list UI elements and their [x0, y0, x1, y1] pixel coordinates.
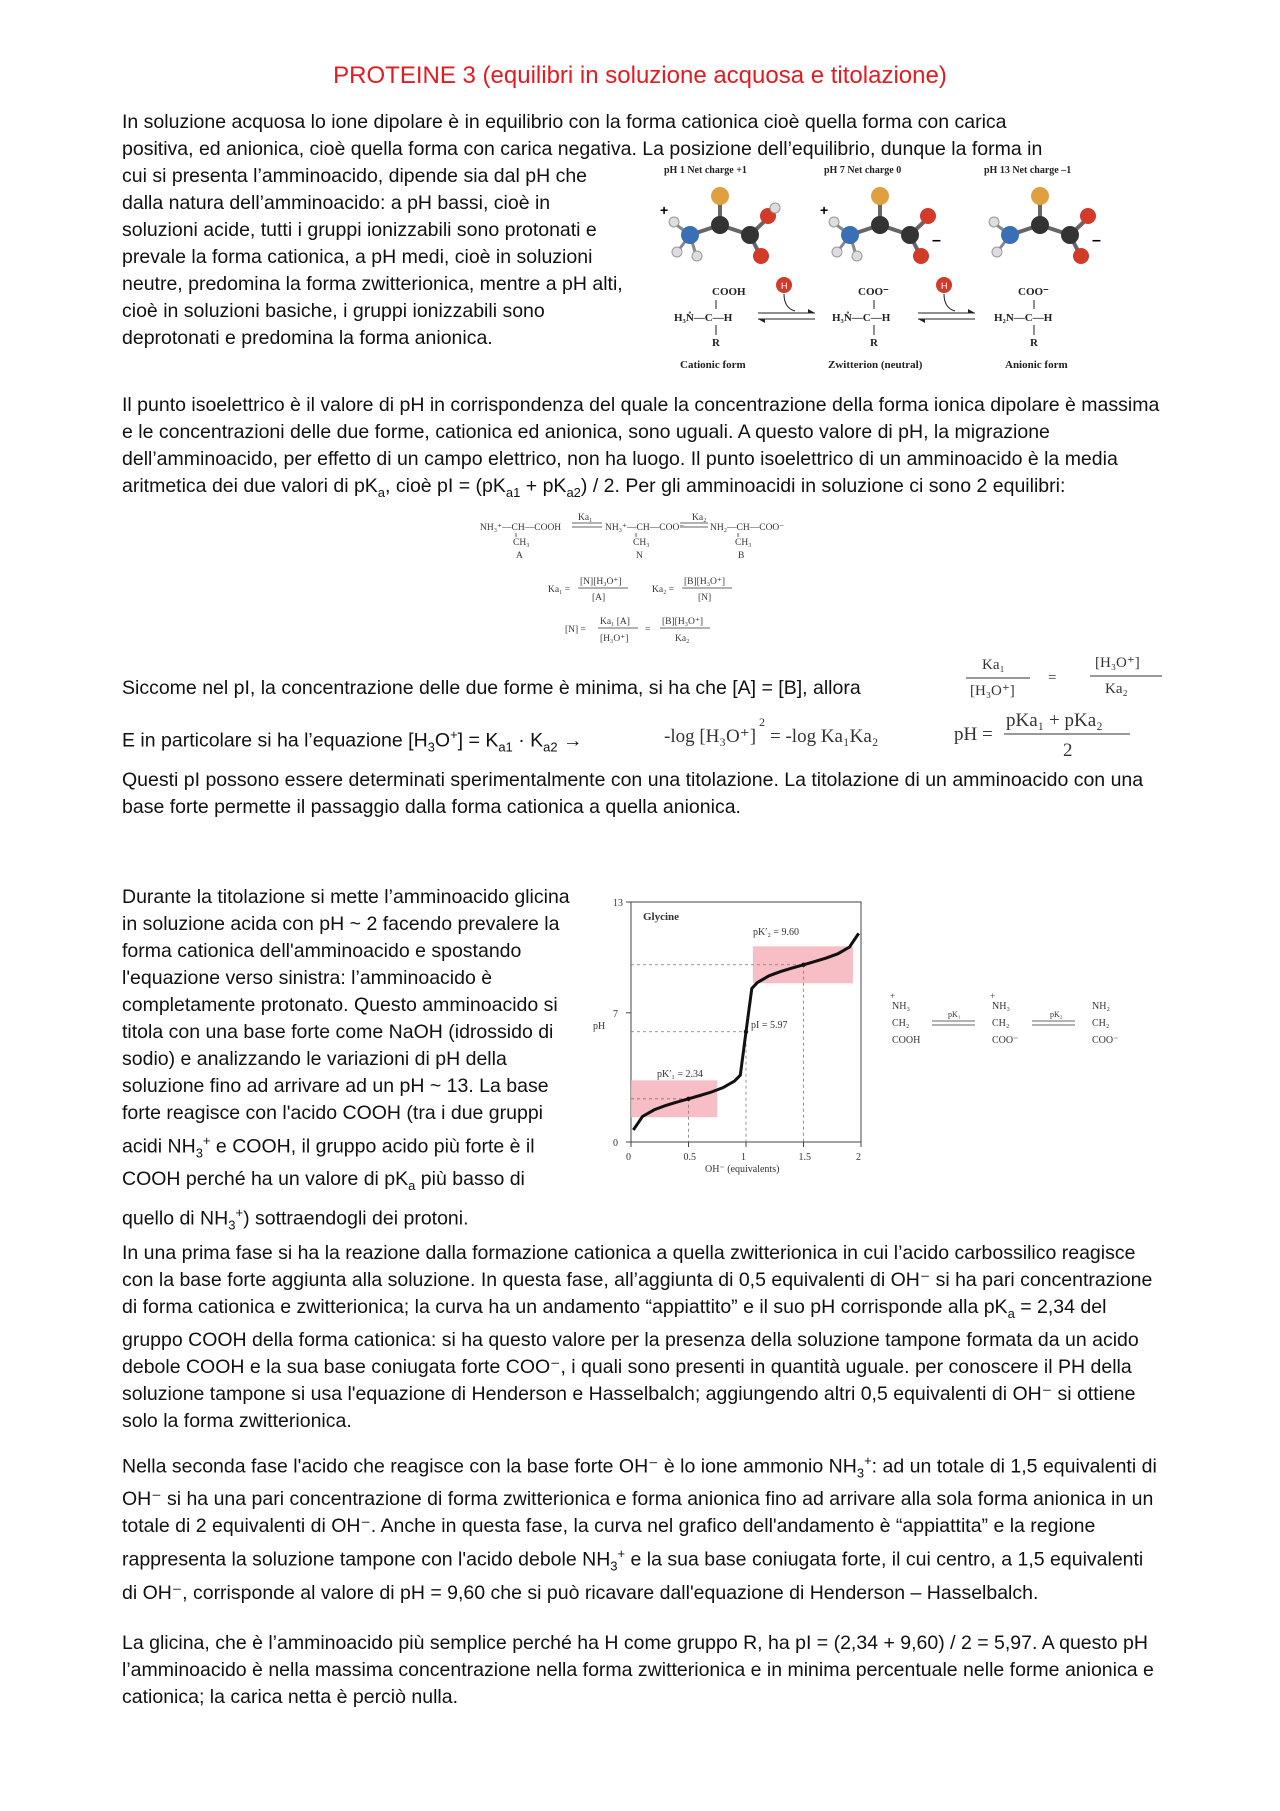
ka-ratio-equation: [940, 650, 1170, 710]
chart-title: Glycine: [643, 911, 680, 923]
svg-text:NH₂: NH₂: [1092, 1001, 1110, 1012]
svg-text:[H₃O⁺]: [H₃O⁺]: [970, 683, 1015, 699]
paragraph-pi-minimum: Siccome nel pI, la concentrazione delle due forme è minima, si ha che [A] = [B], allora: [122, 677, 861, 699]
group-anionic: COO⁻: [1018, 286, 1049, 298]
header-ph13: pH 13 Net charge –1: [984, 165, 1072, 176]
svg-text:COO⁻: COO⁻: [1092, 1035, 1119, 1046]
svg-text:+: +: [660, 202, 669, 218]
chart-xlabel: OH⁻ (equivalents): [705, 1164, 780, 1175]
svg-text:pKa₁ + pKa₂: pKa₁ + pKa₂: [1006, 710, 1103, 731]
x-tick-label: 2: [856, 1152, 861, 1163]
group-zwitterion: COO⁻: [858, 286, 889, 298]
amine-cationic: H₃N̊—C—H: [674, 312, 733, 324]
log-equation: [662, 712, 922, 752]
equilibria-figure: [480, 510, 820, 645]
svg-text:2: 2: [759, 715, 765, 729]
y-tick-label: 13: [613, 898, 623, 909]
svg-text:–: –: [1092, 232, 1101, 249]
svg-text:Ka₁: Ka₁: [982, 657, 1005, 673]
svg-text:N: N: [636, 551, 643, 561]
svg-text:pK₁: pK₁: [948, 1010, 961, 1019]
group-cationic: COOH: [712, 286, 746, 298]
paragraph-isoelectric: Il punto isoelettrico è il valore di pH in corrispondenza del quale la concentrazione della forma ionica dipolare è massima e le concentrazioni delle due forme, cationica ed anionica, sono uguali. A questo valore di pH, la migrazione dell’amminoacido, per effetto di un campo elettrico, non ha luogo. Il punto isoelettrico di un amminoacido è la media aritmetica dei due valori di $pK_a$, cioè pI = $(pK_{a1} + pK_{a2}) / 2$. Per gli amminoacidi in soluzione ci sono 2 equilibri:: [122, 394, 1160, 500]
paragraph-titration-intro: Questi pI possono essere determinati sperimentalmente con una titolazione. La titolazione di un amminoacido con una base forte permette il passaggio dalla forma cationica a quella anionica.: [122, 769, 1144, 818]
svg-text:[N]: [N]: [698, 593, 712, 603]
r-cationic: R: [712, 337, 720, 349]
ka1-eq-lhs: Ka₁ =: [548, 585, 571, 595]
svg-text:CH₃: CH₃: [633, 538, 650, 548]
svg-text:CH₃: CH₃: [735, 538, 752, 548]
svg-text:CH₂: CH₂: [1092, 1018, 1110, 1029]
paragraph-intro-line2: positiva, ed anionica, cioè quella forma con carica negativa. La posizione dell’equilibrio, dunque la forma in: [122, 138, 1043, 160]
paragraph-equation-h3o: E in particolare si ha l’equazione $[H_3O^+] = K_{a1} \cdot K_{a2}$ →: [122, 727, 583, 755]
document-title: PROTEINE 3 (equilibri in soluzione acquosa e titolazione): [333, 62, 947, 89]
r-zwitterion: R: [870, 337, 878, 349]
svg-text:=: =: [645, 625, 651, 635]
x-tick-label: 0.5: [683, 1152, 696, 1163]
svg-text:B: B: [738, 551, 745, 561]
svg-text:Ka₂: Ka₂: [675, 634, 690, 644]
ka2-eq-lhs: Ka₂ =: [652, 585, 675, 595]
svg-text:NH₃: NH₃: [992, 1001, 1010, 1012]
svg-text:[B][H₃O⁺]: [B][H₃O⁺]: [684, 577, 726, 587]
svg-text:[N][H₃O⁺]: [N][H₃O⁺]: [580, 577, 622, 587]
molecule-anionic: [989, 187, 1101, 264]
svg-text:pH =: pH =: [954, 724, 993, 745]
svg-text:Ka₁ [A]: Ka₁ [A]: [600, 617, 630, 627]
molecule-cationic: [660, 187, 780, 264]
x-tick-label: 0: [626, 1152, 631, 1163]
caption-zwitterion: Zwitterion (neutral): [828, 359, 923, 371]
annotation-pk2: pK′₂ = 9.60: [753, 927, 800, 938]
molecule-zwitterion: [820, 187, 941, 264]
svg-text:+: +: [820, 202, 829, 218]
paragraph-glycine-titration: Durante la titolazione si mette l’amminoacido glicina in soluzione acida con pH ~ 2 facendo prevalere la forma cationica dell'amminoacido e spostando l'equazione verso sinistra: l’amminoacido è completamente protonato. Questo amminoacido si titola con una base forte come NaOH (idrossido di sodio) e analizzando le variazioni di pH della soluzione fino ad arrivare ad un pH ~ 13. La base forte reagisce con l'acido COOH (tra i due gruppi acidi $NH_3^+$ e COOH, il gruppo acido più forte è il COOH perché ha un valore di $pK_a$ più basso di quello di $NH_3^+$) sottraendogli dei protoni.: [122, 886, 570, 1233]
species-a: NH₃⁺—CH—COOH: [480, 523, 562, 533]
x-tick-label: 1.5: [798, 1152, 811, 1163]
species-n: NH₃⁺—CH—COO⁻: [605, 523, 685, 533]
paragraph-first-phase: In una prima fase si ha la reazione dalla formazione cationica a quella zwitterionica in cui l’acido carbossilico reagisce con la base forte aggiunta alla soluzione. In questa fase, all’aggiunta di 0,5 equivalenti di OH⁻ si ha pari concentrazione di forma cationica e zwitterionica; la curva ha un andamento “appiattito” e il suo pH corrisponde alla $pK_a = 2,34$ del gruppo COOH della forma cationica: si ha questo valore per la presenza della soluzione tampone formata da un acido debole COOH e la sua base coniugata forte COO⁻, i quali sono presenti in quantità uguale. per conoscere il PH della soluzione tampone si usa l'equazione di Henderson e Hasselbalch; aggiungendo altri 0,5 equivalenti di OH⁻ si ottiene solo la forma zwitterionica.: [122, 1242, 1153, 1432]
chart-ylabel: pH: [593, 1021, 606, 1032]
svg-text:[A]: [A]: [592, 593, 606, 603]
x-tick-label: 1: [741, 1152, 746, 1163]
svg-text:[H₃O⁺]: [H₃O⁺]: [1095, 655, 1140, 671]
n-eq-lhs: [N] =: [565, 625, 586, 635]
svg-text:Ka₂: Ka₂: [1105, 681, 1128, 697]
annotation-pi: pI = 5.97: [751, 1020, 788, 1031]
svg-text:H: H: [941, 281, 948, 291]
ka2-label: Ka₂: [692, 513, 707, 523]
svg-text:+: +: [990, 991, 996, 1001]
svg-text:H: H: [781, 281, 788, 291]
svg-text:[H₃O⁺]: [H₃O⁺]: [600, 634, 629, 644]
svg-text:–: –: [932, 232, 941, 249]
amine-anionic: H₂N—C—H: [994, 312, 1053, 324]
species-b: NH₂—CH—COO⁻: [710, 523, 785, 533]
amine-zwitterion: H₃N̊—C—H: [832, 312, 891, 324]
svg-text:=: =: [1048, 670, 1057, 686]
header-ph7: pH 7 Net charge 0: [824, 165, 902, 176]
svg-text:pK₂: pK₂: [1050, 1010, 1063, 1019]
ka1-label: Ka₁: [578, 513, 593, 523]
svg-text:+: +: [890, 991, 896, 1001]
annotation-pk1: pK′₁ = 2.34: [657, 1069, 704, 1080]
svg-text:= -log Ka₁Ka₂: = -log Ka₁Ka₂: [770, 726, 879, 747]
y-tick-label: 7: [613, 1008, 618, 1020]
glycine-species-figure: [880, 985, 1170, 1065]
svg-text:CH₃: CH₃: [513, 538, 530, 548]
y-tick-label: 0: [613, 1138, 618, 1149]
caption-anionic: Anionic form: [1005, 359, 1068, 371]
ph-equation: [950, 704, 1165, 762]
svg-text:COO⁻: COO⁻: [992, 1035, 1019, 1046]
glycine-titration-chart: [585, 890, 875, 1185]
svg-text:2: 2: [1063, 740, 1073, 761]
caption-cationic: Cationic form: [680, 359, 746, 371]
r-anionic: R: [1030, 337, 1038, 349]
paragraph-intro-line1: In soluzione acquosa lo ione dipolare è in equilibrio con la forma cationica cioè quella forma con carica: [122, 111, 1007, 133]
paragraph-glycine-pi: La glicina, che è l’amminoacido più semplice perché ha H come gruppo R, ha pI = (2,34 + 9,60) / 2 = 5,97. A questo pH l’amminoacido è nella massima concentrazione nella forma zwitterionica e in minima percentuale nelle forme anionica e cationica; la carica netta è perciò nulla.: [122, 1632, 1154, 1708]
amino-acid-forms-figure: [660, 163, 1160, 373]
svg-text:A: A: [516, 551, 523, 561]
svg-text:NH₃: NH₃: [892, 1001, 910, 1012]
svg-text:COOH: COOH: [892, 1035, 921, 1046]
svg-text:[B][H₃O⁺]: [B][H₃O⁺]: [662, 617, 704, 627]
svg-text:CH₂: CH₂: [892, 1018, 910, 1029]
svg-text:CH₂: CH₂: [992, 1018, 1010, 1029]
paragraph-intro-rest: cui si presenta l’amminoacido, dipende sia dal pH che dalla natura dell’amminoacido: a pH bassi, cioè in soluzioni acide, tutti i gruppi ionizzabili sono protonati e prevale la forma cationica, a pH medi, cioè in soluzioni neutre, predomina la forma zwitterionica, mentre a pH alti, cioè in soluzioni basiche, i gruppi ionizzabili sono deprotonati e predomina la forma anionica.: [122, 165, 623, 349]
svg-text:-log [H₃O⁺]: -log [H₃O⁺]: [664, 726, 757, 747]
paragraph-second-phase: Nella seconda fase l'acido che reagisce con la base forte OH⁻ è lo ione ammonio $NH_3^+$: ad un totale di 1,5 equivalenti di OH⁻ si ha una pari concentrazione di forma zwitterionica e forma anionica fino ad arrivare alla sola forma anionica in un totale di 2 equivalenti di OH⁻. Anche in questa fase, la curva nel grafico dell'andamento è “appiattita” e la regione rappresenta la soluzione tampone con l'acido debole $NH_3^+$ e la sua base coniugata forte, il cui centro, a 1,5 equivalenti di OH⁻, corrisponde al valore di pH = 9,60 che si può ricavare dall'equazione di Henderson – Hasselbalch.: [122, 1453, 1157, 1604]
header-ph1: pH 1 Net charge +1: [664, 165, 747, 176]
